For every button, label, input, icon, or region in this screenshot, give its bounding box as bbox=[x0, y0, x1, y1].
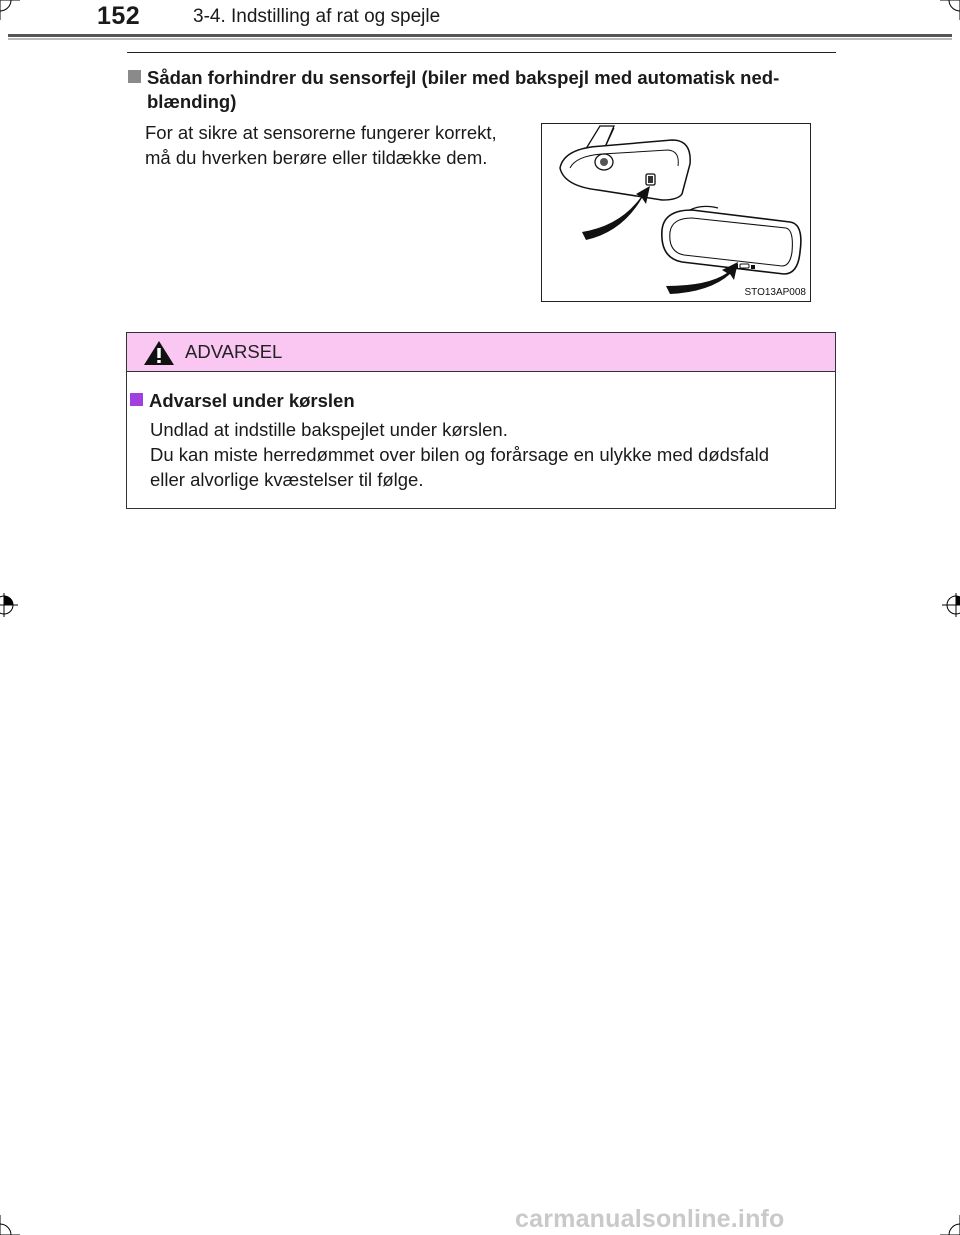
header-rule bbox=[8, 34, 952, 37]
section-body bbox=[145, 120, 530, 170]
warning-text-line2: Du kan miste herredømmet over bilen og forårsage en ulykke med dødsfald bbox=[150, 444, 770, 465]
crop-mark-icon bbox=[0, 1215, 20, 1235]
figure-code: STO13AP008 bbox=[744, 287, 806, 298]
warning-text-line1: Undlad at indstille bakspejlet under kørslen. bbox=[150, 419, 508, 440]
warning-triangle-icon bbox=[143, 340, 175, 366]
warning-header bbox=[127, 333, 835, 372]
section-heading-line2: blænding) bbox=[147, 91, 237, 112]
page-number: 152 bbox=[97, 2, 141, 30]
section-heading-line1: Sådan forhindrer du sensorfejl (biler med bakspejl med automatisk ned- bbox=[147, 67, 780, 88]
registration-mark-icon bbox=[940, 590, 960, 620]
warning-bullet-icon bbox=[130, 393, 143, 406]
warning-subheading bbox=[130, 390, 355, 412]
section-body-line1: For at sikre at sensorerne fungerer korrekt, bbox=[145, 122, 497, 143]
rearview-mirror-illustration bbox=[542, 124, 810, 301]
warning-text bbox=[150, 417, 830, 492]
chapter-title: 3-4. Indstilling af rat og spejle bbox=[193, 6, 441, 27]
crop-mark-icon bbox=[940, 1215, 960, 1235]
watermark: carmanualsonline.info bbox=[515, 1205, 785, 1233]
warning-box bbox=[126, 332, 836, 509]
section-divider bbox=[127, 52, 836, 53]
warning-title: ADVARSEL bbox=[185, 341, 283, 362]
section-bullet-icon bbox=[128, 70, 141, 83]
registration-mark-icon bbox=[0, 590, 20, 620]
section-body-line2: må du hverken berøre eller tildække dem. bbox=[145, 147, 488, 168]
section-heading bbox=[128, 66, 840, 114]
warning-subheading-text: Advarsel under kørslen bbox=[149, 390, 355, 411]
mirror-sensor-figure bbox=[541, 123, 811, 302]
crop-mark-icon bbox=[940, 0, 960, 20]
warning-text-line3: eller alvorlige kvæstelser til følge. bbox=[150, 469, 424, 490]
crop-mark-icon bbox=[0, 0, 20, 20]
header-rule-secondary bbox=[8, 38, 952, 40]
